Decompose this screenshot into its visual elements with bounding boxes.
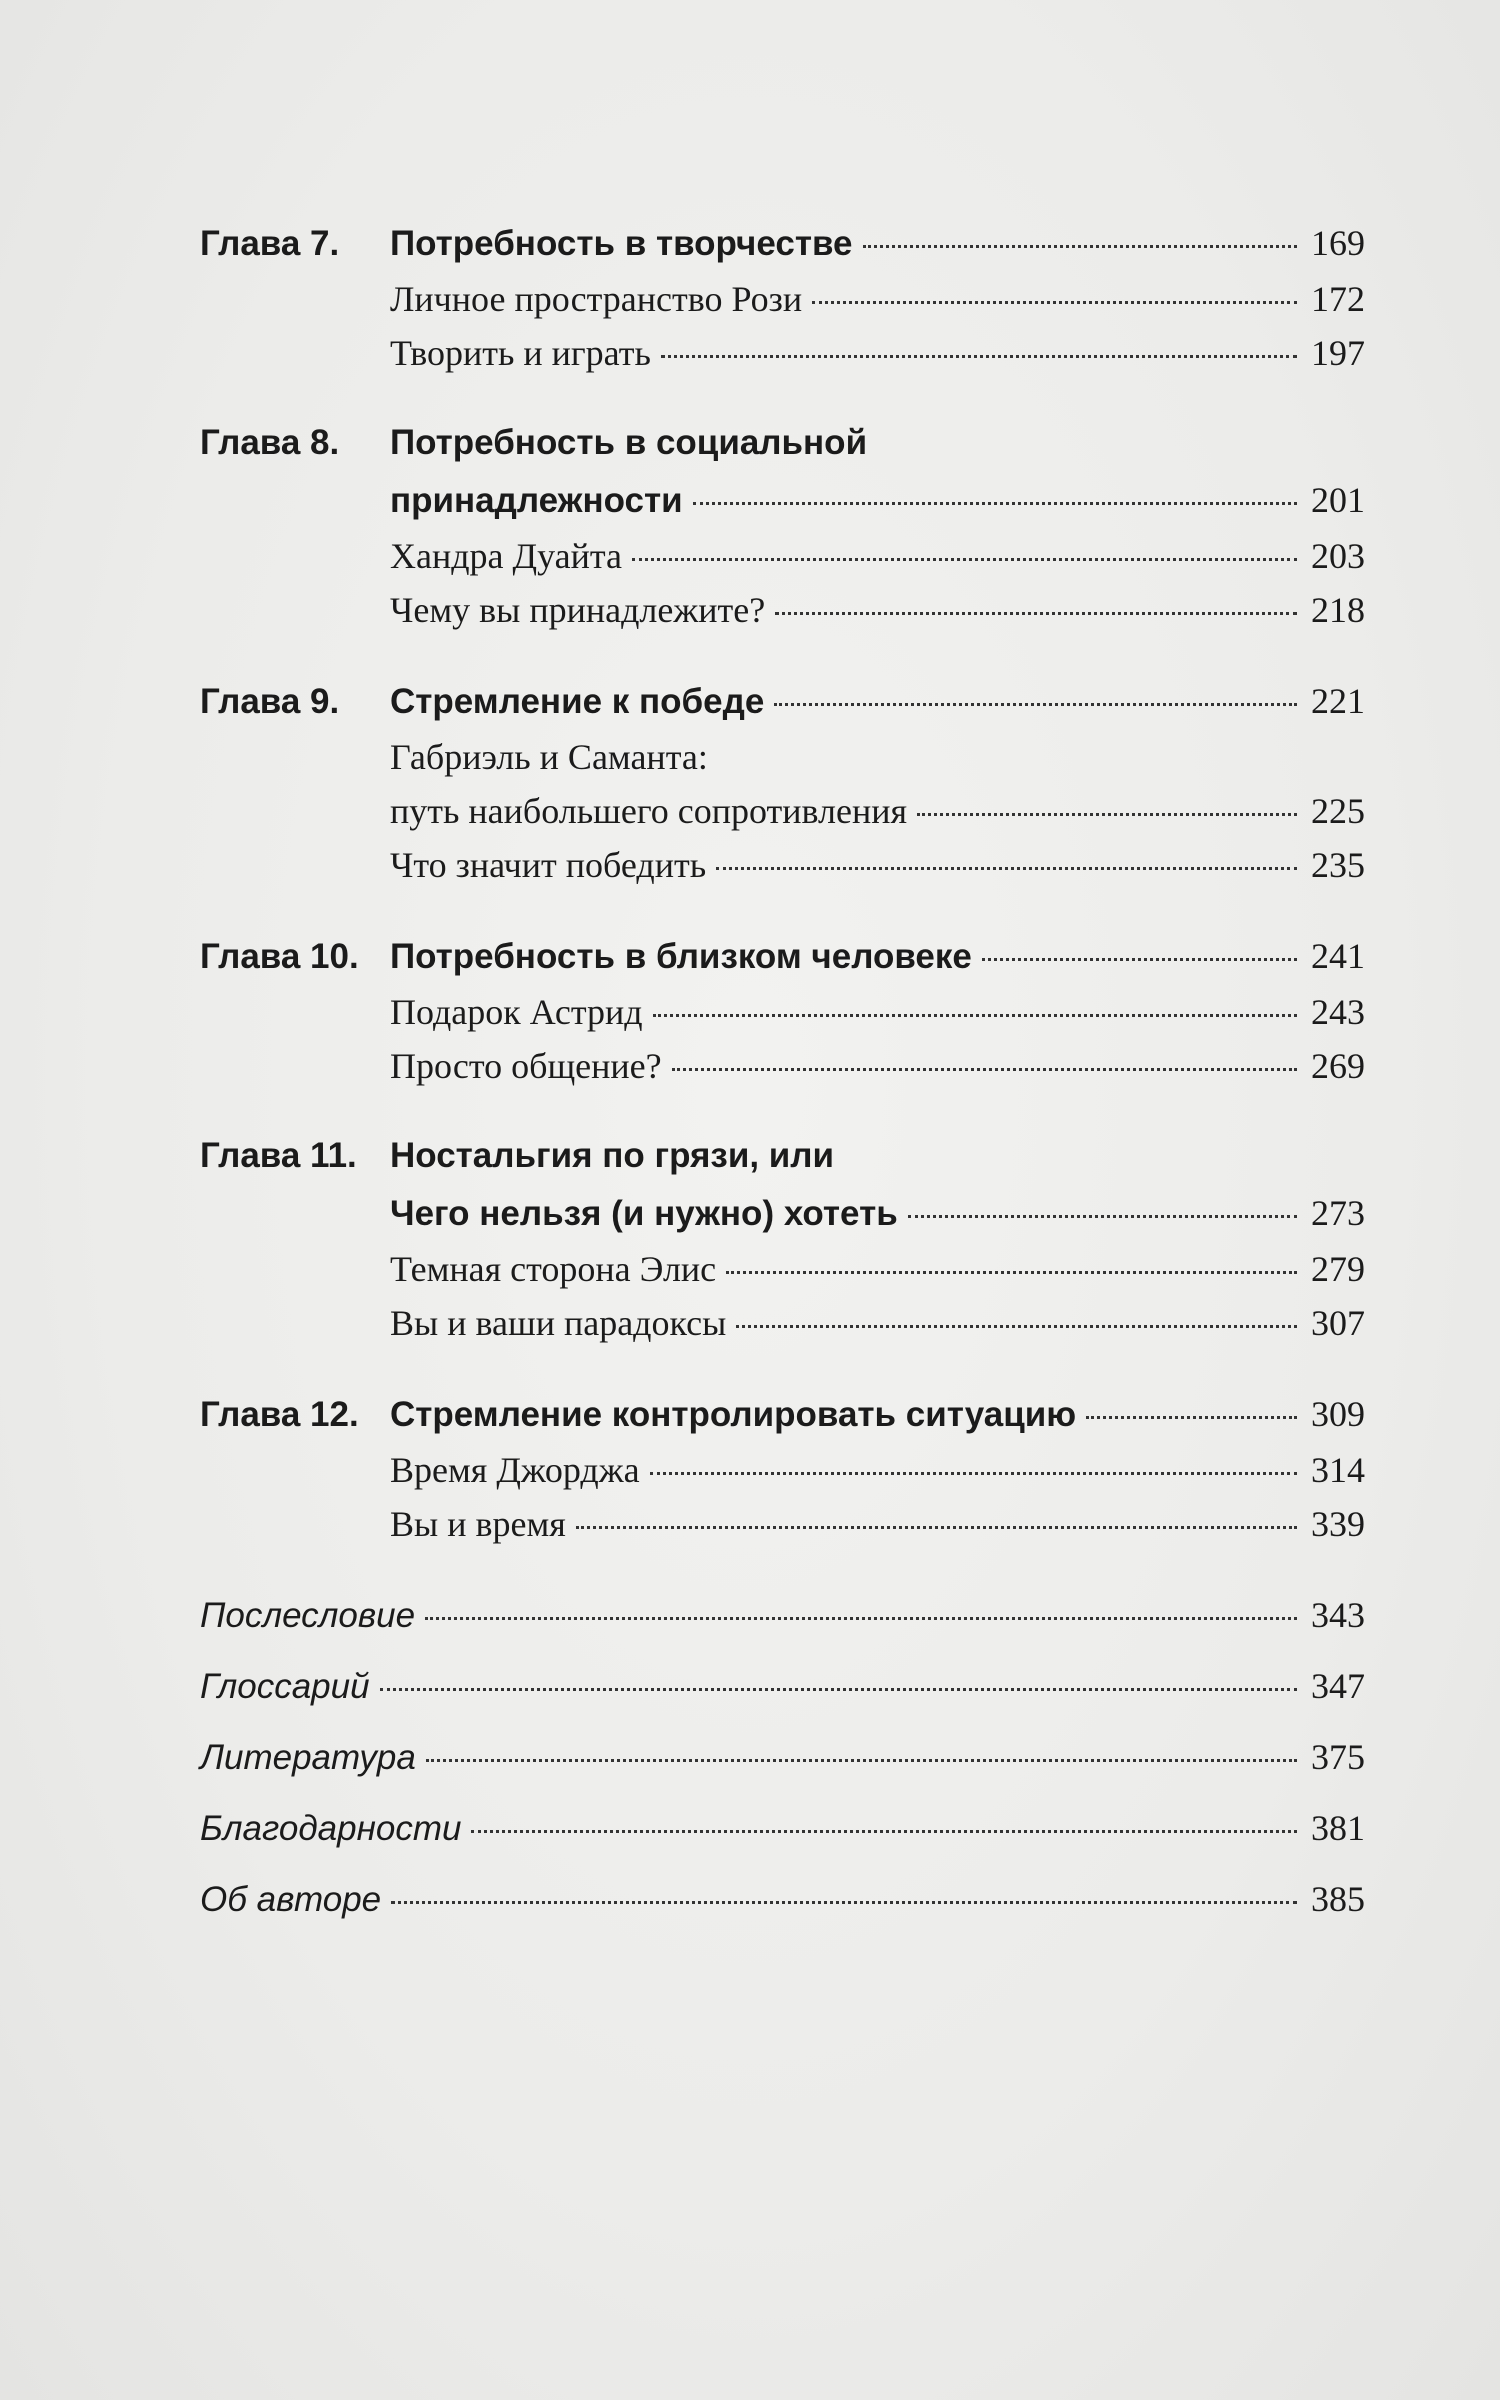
chapter-title-row[interactable] bbox=[200, 1393, 1365, 1449]
dot-leader bbox=[426, 1758, 1297, 1762]
section-row[interactable] bbox=[200, 332, 1365, 386]
section-row[interactable] bbox=[200, 535, 1365, 589]
chapter-title-row bbox=[200, 1136, 1365, 1192]
page-number: 385 bbox=[1311, 1879, 1365, 1919]
chapter-8 bbox=[200, 423, 1365, 643]
section-title: Вы и время bbox=[390, 1504, 566, 1544]
dot-leader bbox=[982, 957, 1297, 961]
section-title: Личное пространство Рози bbox=[390, 279, 803, 319]
dot-leader bbox=[863, 244, 1298, 248]
dot-leader bbox=[576, 1525, 1297, 1529]
page-number: 343 bbox=[1311, 1595, 1365, 1635]
page-number: 201 bbox=[1311, 480, 1365, 520]
chapter-title: Потребность в социальной bbox=[390, 423, 868, 462]
section-row[interactable] bbox=[200, 790, 1365, 844]
backmatter-row-glossary[interactable] bbox=[200, 1665, 1365, 1736]
dot-leader bbox=[812, 300, 1297, 304]
chapter-12 bbox=[200, 1393, 1365, 1557]
page-number: 375 bbox=[1311, 1737, 1365, 1777]
section-title: Габриэль и Саманта: bbox=[390, 737, 708, 777]
section-title: Темная сторона Элис bbox=[390, 1249, 717, 1289]
chapter-label: Глава 9. bbox=[200, 682, 340, 721]
dot-leader bbox=[726, 1270, 1297, 1274]
chapter-title-row[interactable] bbox=[200, 222, 1365, 278]
dot-leader bbox=[471, 1829, 1297, 1833]
dot-leader bbox=[650, 1471, 1297, 1475]
section-row[interactable] bbox=[200, 589, 1365, 643]
backmatter-row-acknowledgements[interactable] bbox=[200, 1807, 1365, 1878]
page-number: 269 bbox=[1311, 1046, 1365, 1086]
section-title: Творить и играть bbox=[390, 333, 651, 373]
back-matter bbox=[200, 1594, 1365, 1949]
dot-leader bbox=[908, 1214, 1297, 1218]
table-of-contents bbox=[200, 222, 1365, 1949]
section-row[interactable] bbox=[200, 1248, 1365, 1302]
chapter-title-continued: принадлежности bbox=[390, 481, 683, 520]
section-row[interactable] bbox=[200, 1503, 1365, 1557]
chapter-label: Глава 10. bbox=[200, 937, 359, 976]
section-title: Время Джорджа bbox=[390, 1450, 640, 1490]
page-number: 235 bbox=[1311, 845, 1365, 885]
chapter-label: Глава 12. bbox=[200, 1395, 359, 1434]
page-number: 243 bbox=[1311, 992, 1365, 1032]
dot-leader bbox=[425, 1616, 1297, 1620]
dot-leader bbox=[716, 866, 1297, 870]
section-row[interactable] bbox=[200, 1449, 1365, 1503]
chapter-title: Потребность в творчестве bbox=[390, 224, 853, 263]
chapter-title-row[interactable] bbox=[200, 479, 1365, 535]
section-row[interactable] bbox=[200, 991, 1365, 1045]
section-title: Подарок Астрид bbox=[390, 992, 643, 1032]
page-number: 279 bbox=[1311, 1249, 1365, 1289]
chapter-title-row[interactable] bbox=[200, 1192, 1365, 1248]
section-title: Чему вы принадлежите? bbox=[390, 590, 766, 630]
dot-leader bbox=[391, 1900, 1297, 1904]
section-row[interactable] bbox=[200, 844, 1365, 898]
chapter-title: Ностальгия по грязи, или bbox=[390, 1136, 835, 1175]
dot-leader bbox=[661, 354, 1297, 358]
chapter-title-continued: Чего нельзя (и нужно) хотеть bbox=[390, 1194, 898, 1233]
page-number: 347 bbox=[1311, 1666, 1365, 1706]
backmatter-title: Глоссарий bbox=[200, 1667, 370, 1706]
backmatter-title: Благодарности bbox=[200, 1809, 462, 1848]
dot-leader bbox=[672, 1067, 1297, 1071]
chapter-label: Глава 8. bbox=[200, 423, 340, 462]
dot-leader bbox=[380, 1687, 1297, 1691]
page-number: 218 bbox=[1311, 590, 1365, 630]
section-title-continued: путь наибольшего сопротивления bbox=[390, 791, 908, 831]
backmatter-title: Литература bbox=[200, 1738, 416, 1777]
chapter-title: Стремление к победе bbox=[390, 682, 765, 721]
section-row[interactable] bbox=[200, 278, 1365, 332]
dot-leader bbox=[774, 702, 1297, 706]
backmatter-title: Об авторе bbox=[200, 1880, 382, 1919]
dot-leader bbox=[1086, 1415, 1297, 1419]
chapter-title-row bbox=[200, 423, 1365, 479]
page-number: 309 bbox=[1311, 1394, 1365, 1434]
chapter-10 bbox=[200, 935, 1365, 1099]
chapter-label: Глава 11. bbox=[200, 1136, 357, 1175]
section-title: Вы и ваши парадоксы bbox=[390, 1303, 727, 1343]
dot-leader bbox=[632, 557, 1297, 561]
page-number: 273 bbox=[1311, 1193, 1365, 1233]
page-number: 339 bbox=[1311, 1504, 1365, 1544]
page-number: 241 bbox=[1311, 936, 1365, 976]
section-title: Хандра Дуайта bbox=[390, 536, 623, 576]
backmatter-title: Послесловие bbox=[200, 1596, 416, 1635]
backmatter-row-about-author[interactable] bbox=[200, 1878, 1365, 1949]
chapter-7 bbox=[200, 222, 1365, 386]
page-number: 221 bbox=[1311, 681, 1365, 721]
section-title: Просто общение? bbox=[390, 1046, 662, 1086]
section-row[interactable] bbox=[200, 1045, 1365, 1099]
chapter-label: Глава 7. bbox=[200, 224, 340, 263]
dot-leader bbox=[653, 1013, 1297, 1017]
section-row bbox=[200, 736, 1365, 790]
page-number: 169 bbox=[1311, 223, 1365, 263]
chapter-9 bbox=[200, 680, 1365, 898]
section-row[interactable] bbox=[200, 1302, 1365, 1356]
page-number: 203 bbox=[1311, 536, 1365, 576]
backmatter-row-literature[interactable] bbox=[200, 1736, 1365, 1807]
page-number: 314 bbox=[1311, 1450, 1365, 1490]
chapter-title: Стремление контролировать ситуацию bbox=[390, 1395, 1077, 1434]
dot-leader bbox=[693, 501, 1297, 505]
dot-leader bbox=[917, 812, 1297, 816]
chapter-title-row[interactable] bbox=[200, 680, 1365, 736]
dot-leader bbox=[775, 611, 1297, 615]
dot-leader bbox=[736, 1324, 1297, 1328]
page-number: 225 bbox=[1311, 791, 1365, 831]
chapter-11 bbox=[200, 1136, 1365, 1356]
chapter-title: Потребность в близком человеке bbox=[390, 937, 972, 976]
chapter-title-row[interactable] bbox=[200, 935, 1365, 991]
page-number: 307 bbox=[1311, 1303, 1365, 1343]
page-number: 172 bbox=[1311, 279, 1365, 319]
page-number: 197 bbox=[1311, 333, 1365, 373]
backmatter-row-afterword[interactable] bbox=[200, 1594, 1365, 1665]
section-title: Что значит победить bbox=[390, 845, 707, 885]
page-number: 381 bbox=[1311, 1808, 1365, 1848]
